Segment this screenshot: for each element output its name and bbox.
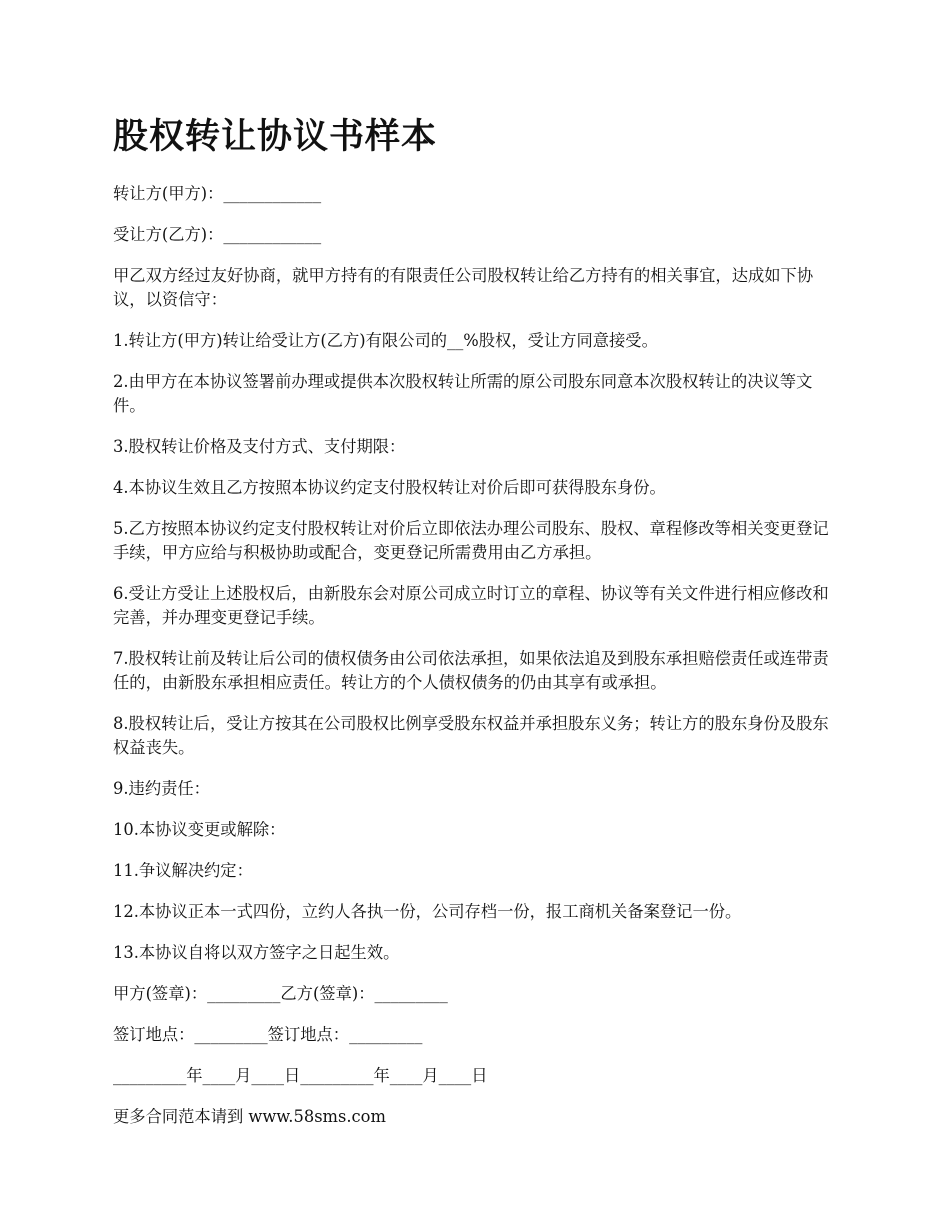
signing-date-line: _________年____月____日_________年____月____日 (113, 1066, 488, 1085)
signature-line: 甲方(签章)：_________乙方(签章)：_________ (113, 984, 448, 1003)
footer-note: 更多合同范本请到 www.58sms.com (113, 1107, 386, 1126)
party-a-line: 转让方(甲方)：____________ (113, 184, 322, 203)
clause-2: 2.由甲方在本协议签署前办理或提供本次股权转让所需的原公司股东同意本次股权转让的决议等文件。 (113, 372, 813, 415)
clause-12: 12.本协议正本一式四份，立约人各执一份，公司存档一份，报工商机关备案登记一份。 (113, 902, 742, 921)
clause-8: 8.股权转让后，受让方按其在公司股权比例享受股东权益并承担股东义务；转让方的股东身份及股东权益丧失。 (113, 714, 829, 757)
clause-11: 11.争议解决约定： (113, 861, 253, 880)
clause-10: 10.本协议变更或解除： (113, 820, 286, 839)
clause-9: 9.违约责任： (113, 779, 210, 798)
clause-4: 4.本协议生效且乙方按照本协议约定支付股权转让对价后即可获得股东身份。 (113, 478, 666, 497)
party-b-line: 受让方(乙方)：____________ (113, 225, 322, 244)
signing-place-line: 签订地点：_________签订地点：_________ (113, 1025, 423, 1044)
clause-6: 6.受让方受让上述股权后，由新股东会对原公司成立时订立的章程、协议等有关文件进行相应修改和完善，并办理变更登记手续。 (113, 584, 829, 627)
preamble-paragraph: 甲乙双方经过友好协商，就甲方持有的有限责任公司股权转让给乙方持有的相关事宜，达成如下协议，以资信守： (113, 266, 814, 309)
document-title: 股权转让协议书样本 (113, 116, 438, 157)
clause-5: 5.乙方按照本协议约定支付股权转让对价后立即依法办理公司股东、股权、章程修改等相关变更登记手续，甲方应给与积极协助或配合，变更登记所需费用由乙方承担。 (113, 519, 829, 562)
clause-1: 1.转让方(甲方)转让给受让方(乙方)有限公司的__%股权，受让方同意接受。 (113, 331, 658, 350)
clause-7: 7.股权转让前及转让后公司的债权债务由公司依法承担，如果依法追及到股东承担赔偿责任或连带责任的，由新股东承担相应责任。转让方的个人债权债务的仍由其享有或承担。 (113, 649, 829, 692)
document-page (113, 112, 841, 1129)
clause-13: 13.本协议自将以双方签字之日起生效。 (113, 943, 400, 962)
clause-3: 3.股权转让价格及支付方式、支付期限： (113, 437, 406, 456)
